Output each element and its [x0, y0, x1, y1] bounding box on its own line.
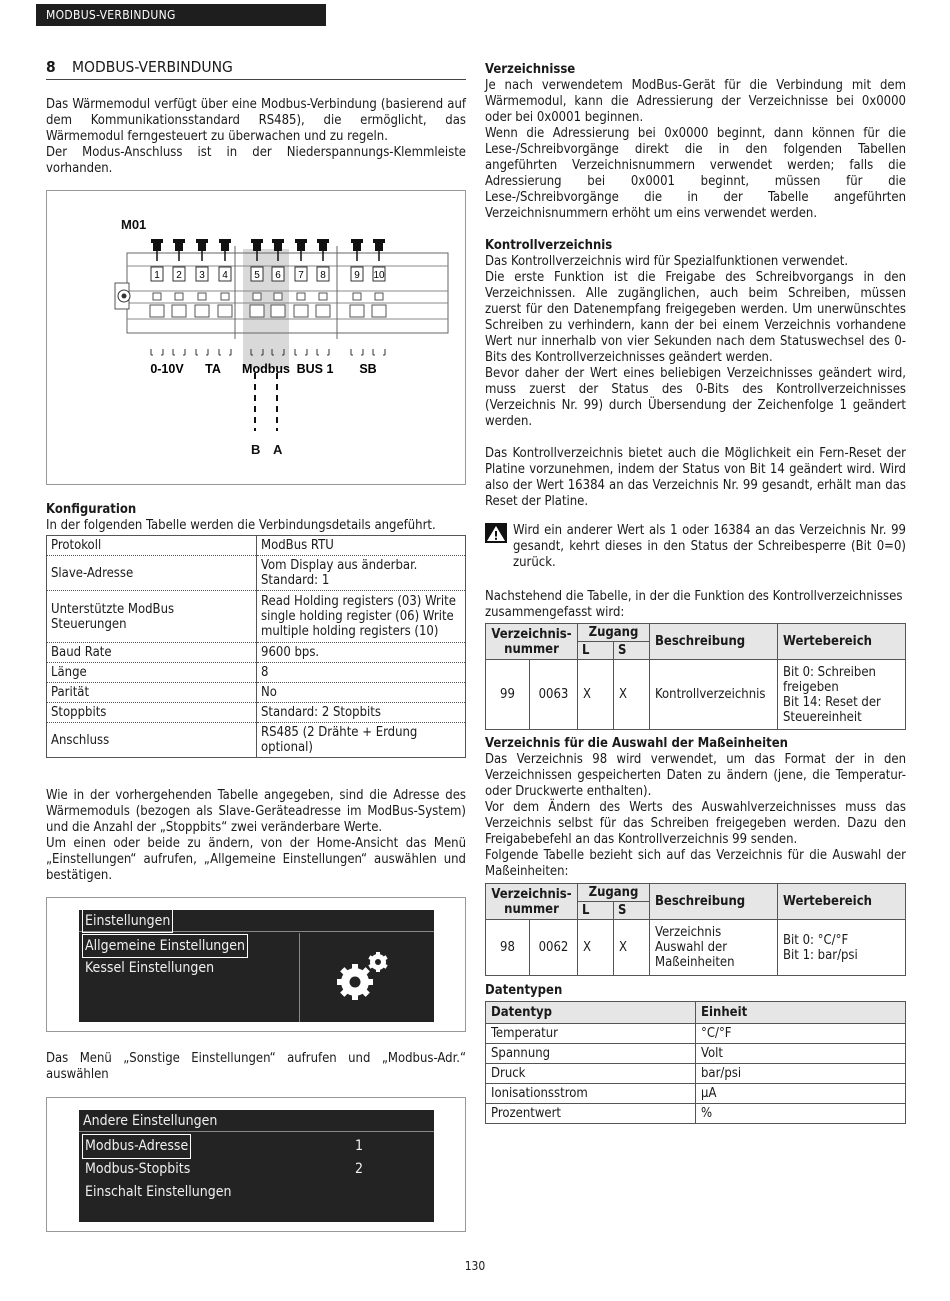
terminal-number: 6	[275, 270, 281, 281]
terminal-block-diagram	[46, 190, 466, 485]
config-key: Baud Rate	[47, 643, 257, 663]
header-l: L	[578, 902, 614, 920]
terminal-number: 5	[254, 270, 260, 281]
warning-icon	[485, 523, 507, 543]
datatype-unit: °C/°F	[696, 1024, 906, 1044]
register-s: X	[614, 920, 650, 976]
datatypes-header: Datentyp	[486, 1002, 696, 1024]
terminal-number: 10	[373, 270, 385, 281]
config-row	[47, 683, 466, 703]
datatypes-title: Datentypen	[485, 983, 563, 998]
datatype-unit: µA	[696, 1084, 906, 1104]
config-value: ModBus RTU	[257, 536, 466, 556]
gears-icon	[331, 948, 395, 1006]
display-panel	[79, 910, 434, 1022]
registers-paragraph-1: Je nach verwendetem ModBus-Gerät für die Verbindung mit dem Wärmemodul, kann die Adressierung der Verzeichnisse bei 0x0000 oder bei 0x0001 beginnen.	[485, 78, 906, 125]
control-register-table	[485, 623, 906, 730]
config-key: Stoppbits	[47, 703, 257, 723]
datatypes-row	[486, 1024, 906, 1044]
config-row	[47, 556, 466, 591]
warning-text: Wird ein anderer Wert als 1 oder 16384 an das Verzeichnis Nr. 99 gesandt, kehrt dieses in den Status der Schreibesperre (Bit 0=0) zurück.	[513, 523, 906, 570]
terminal-number: 4	[222, 270, 228, 281]
terminal-diagram-svg	[47, 191, 467, 486]
menu-item-einschalt[interactable]: Einschalt Einstellungen	[85, 1184, 232, 1200]
menu-item-modbus-adresse[interactable]: Modbus-Adresse	[83, 1135, 190, 1158]
terminal-number: 8	[320, 270, 326, 281]
units-register-table	[485, 883, 906, 976]
modbus-stopbits-value: 2	[355, 1161, 364, 1177]
config-value: Vom Display aus änderbar. Standard: 1	[257, 556, 466, 591]
range-line: Bit 1: bar/psi	[783, 947, 858, 963]
config-value: RS485 (2 Drähte + Erdung optional)	[257, 723, 466, 758]
terminal-number: 2	[176, 270, 182, 281]
datatypes-row	[486, 1084, 906, 1104]
page-number: 130	[464, 1259, 486, 1273]
control-reset-paragraph: Das Kontrollverzeichnis bietet auch die Möglichkeit ein Fern-Reset der Platine vorzunehmen, indem der Status von Bit 14 geändert wird. Wird also der Wert 16384 an das Verzeichnis Nr. 99 gesandt, erhält man das Reset der Platine.	[485, 446, 906, 509]
config-row	[47, 703, 466, 723]
units-paragraph-3: Folgende Tabelle bezieht sich auf das Verzeichnis für die Auswahl der Maßeinheiten:	[485, 848, 906, 879]
control-table-intro: Nachstehend die Tabelle, in der die Funktion des Kontrollverzeichnisses zusammengefasst wird:	[485, 589, 903, 620]
datatypes-row	[486, 1104, 906, 1124]
header-description: Beschreibung	[650, 884, 778, 920]
header-number: Verzeichnis-nummer	[486, 624, 578, 660]
config-row	[47, 591, 466, 643]
datatypes-row	[486, 1044, 906, 1064]
datatype-unit: bar/psi	[696, 1064, 906, 1084]
header-s: S	[614, 642, 650, 660]
menu-instruction: Das Menü „Sonstige Einstellungen“ aufrufen und „Modbus-Adr.“ auswählen	[46, 1051, 466, 1082]
datatypes-row	[486, 1064, 906, 1084]
units-title: Verzeichnis für die Auswahl der Maßeinheiten	[485, 736, 788, 751]
after-config-paragraph-2: Um einen oder beide zu ändern, von der Home-Ansicht das Menü „Einstellungen“ aufrufen, „Allgemeine Einstellungen“ auswählen und bestätigen.	[46, 836, 466, 883]
register-l: X	[578, 920, 614, 976]
datatype-unit: %	[696, 1104, 906, 1124]
intro-paragraph-1: Das Wärmemodul verfügt über eine Modbus-Verbindung (basierend auf dem Kommunikationsstandard RS485), die ermöglicht, das Wärmemodul ferngesteuert zu überwachen und zu regeln.	[46, 97, 466, 144]
control-paragraph-1: Das Kontrollverzeichnis wird für Spezialfunktionen verwendet.	[485, 254, 849, 269]
section-number: 8	[46, 58, 56, 76]
header-access: Zugang	[578, 624, 650, 642]
range-line: Bit 14: Reset der Steuereinheit	[783, 694, 881, 725]
intro-paragraph-2: Der Modus-Anschluss ist in der Niederspannungs-Klemmleiste vorhanden.	[46, 145, 466, 176]
wire-label-a: A	[273, 442, 283, 457]
display-screen-settings	[46, 897, 466, 1032]
display-panel-2	[79, 1110, 434, 1222]
running-header: MODBUS-VERBINDUNG	[36, 4, 326, 26]
config-row	[47, 723, 466, 758]
config-row	[47, 643, 466, 663]
display-screen-other-settings	[46, 1097, 466, 1232]
register-range	[778, 660, 906, 730]
menu-item-kessel[interactable]: Kessel Einstellungen	[85, 960, 215, 976]
datatype-name: Ionisationsstrom	[486, 1084, 696, 1104]
header-range: Wertebereich	[778, 884, 906, 920]
datatype-name: Spannung	[486, 1044, 696, 1064]
config-row	[47, 663, 466, 683]
register-hex: 0062	[530, 920, 578, 976]
config-key: Protokoll	[47, 536, 257, 556]
section-heading	[46, 58, 466, 80]
menu-item-allgemeine[interactable]: Allgemeine Einstellungen	[83, 935, 247, 957]
registers-paragraph-2: Wenn die Adressierung bei 0x0000 beginnt, dann können für die Lese-/Schreibvorgänge direkt die in den folgenden Tabellen angeführten Verzeichnisnummern verwendet werden; falls die Adressierung bei 0x0001 beginnt, müssen für die Lese-/Schreibvorgänge die in der Tabelle angeführten Verzeichnisnummern erhöht um eins verwendet werden.	[485, 126, 906, 221]
datatypes-table	[485, 1001, 906, 1124]
warning-note	[485, 523, 906, 571]
datatypes-header: Einheit	[696, 1002, 906, 1024]
header-range: Wertebereich	[778, 624, 906, 660]
config-title: Konfiguration	[46, 502, 137, 517]
config-value: No	[257, 683, 466, 703]
config-value: 8	[257, 663, 466, 683]
config-value: Read Holding registers (03) Write single holding register (06) Write multiple holding registers (10)	[257, 591, 466, 643]
register-dec: 98	[486, 920, 530, 976]
terminal-group-label: TA	[205, 362, 221, 376]
range-line: Bit 0: Schreiben freigeben	[783, 664, 876, 695]
config-key: Parität	[47, 683, 257, 703]
datatype-name: Prozentwert	[486, 1104, 696, 1124]
control-title: Kontrollverzeichnis	[485, 238, 613, 253]
range-line: Bit 0: °C/°F	[783, 932, 849, 948]
diagram-title: M01	[121, 217, 147, 232]
register-hex: 0063	[530, 660, 578, 730]
register-description: Kontrollverzeichnis	[650, 660, 778, 730]
units-paragraph-1: Das Verzeichnis 98 wird verwendet, um das Format der in den Verzeichnissen gespeicherten Daten zu ändern (jene, die Temperatur- oder Druckwerte enthalten).	[485, 752, 906, 799]
terminal-group-label: BUS 1	[296, 362, 334, 376]
config-value: 9600 bps.	[257, 643, 466, 663]
registers-title: Verzeichnisse	[485, 62, 576, 77]
header-description: Beschreibung	[650, 624, 778, 660]
wire-label-b: B	[251, 442, 261, 457]
datatype-unit: Volt	[696, 1044, 906, 1064]
header-number: Verzeichnis-nummer	[486, 884, 578, 920]
register-s: X	[614, 660, 650, 730]
terminal-number: 7	[298, 270, 304, 281]
register-range	[778, 920, 906, 976]
config-value: Standard: 2 Stopbits	[257, 703, 466, 723]
menu-item-modbus-stopbits[interactable]: Modbus-Stopbits	[85, 1161, 191, 1177]
after-config-paragraph-1: Wie in der vorhergehenden Tabelle angegeben, sind die Adresse des Wärmemoduls (bezogen als Slave-Geräteadresse im ModBus-System) und die Anzahl der „Stoppbits“ zwei veränderbare Werte.	[46, 788, 466, 835]
register-dec: 99	[486, 660, 530, 730]
screen-title-einstellungen[interactable]: Einstellungen	[83, 910, 172, 932]
config-key: Slave-Adresse	[47, 556, 257, 591]
datatype-name: Temperatur	[486, 1024, 696, 1044]
units-paragraph-2: Vor dem Ändern des Werts des Auswahlverzeichnisses muss das Verzeichnis selbst für das Schreiben freigegeben werden. Dazu den Freigabebefehl an das Kontrollverzeichnis 99 senden.	[485, 800, 906, 847]
config-table	[46, 535, 466, 758]
config-row	[47, 536, 466, 556]
config-intro: In der folgenden Tabelle werden die Verbindungsdetails angeführt.	[46, 518, 436, 533]
modbus-adresse-value: 1	[355, 1138, 364, 1154]
register-description: Verzeichnis Auswahl der Maßeinheiten	[650, 920, 778, 976]
control-paragraph-3: Bevor daher der Wert eines beliebigen Verzeichnisses geändert wird, muss zuerst der Status des 0-Bits des Kontrollverzeichnisses (Verzeichnis Nr. 99) durch Übersendung der Zeichenfolge 1 geändert werden.	[485, 366, 906, 429]
control-paragraph-2: Die erste Funktion ist die Freigabe des Schreibvorgangs in den Verzeichnissen. Alle zugänglichen, auch beim Schreiben, müssen zuerst für den Datenempfang freigegeben werden. Um unerwünschtes Schreiben zu verhindern, kann der bei einem Verzeichnis vorhandene Wert nur innerhalb von vier Sekunden nach dem Statuswechsel des 0-Bits des Kontrollverzeichnisses geändert werden.	[485, 270, 906, 365]
terminal-group-label: SB	[359, 362, 377, 376]
terminal-group-label: 0-10V	[150, 362, 184, 376]
register-row	[486, 660, 906, 730]
register-l: X	[578, 660, 614, 730]
right-column	[485, 62, 906, 1124]
section-title: MODBUS-VERBINDUNG	[72, 58, 233, 76]
header-l: L	[578, 642, 614, 660]
terminal-number: 9	[354, 270, 360, 281]
header-access: Zugang	[578, 884, 650, 902]
left-column	[46, 58, 466, 1232]
terminal-number: 1	[154, 270, 160, 281]
register-row	[486, 920, 906, 976]
config-key: Anschluss	[47, 723, 257, 758]
config-key: Länge	[47, 663, 257, 683]
terminal-number: 3	[199, 270, 205, 281]
header-s: S	[614, 902, 650, 920]
terminal-group-label: Modbus	[242, 362, 290, 376]
screen-title-andere: Andere Einstellungen	[79, 1110, 434, 1132]
datatype-name: Druck	[486, 1064, 696, 1084]
config-key: Unterstützte ModBus Steuerungen	[47, 591, 257, 643]
